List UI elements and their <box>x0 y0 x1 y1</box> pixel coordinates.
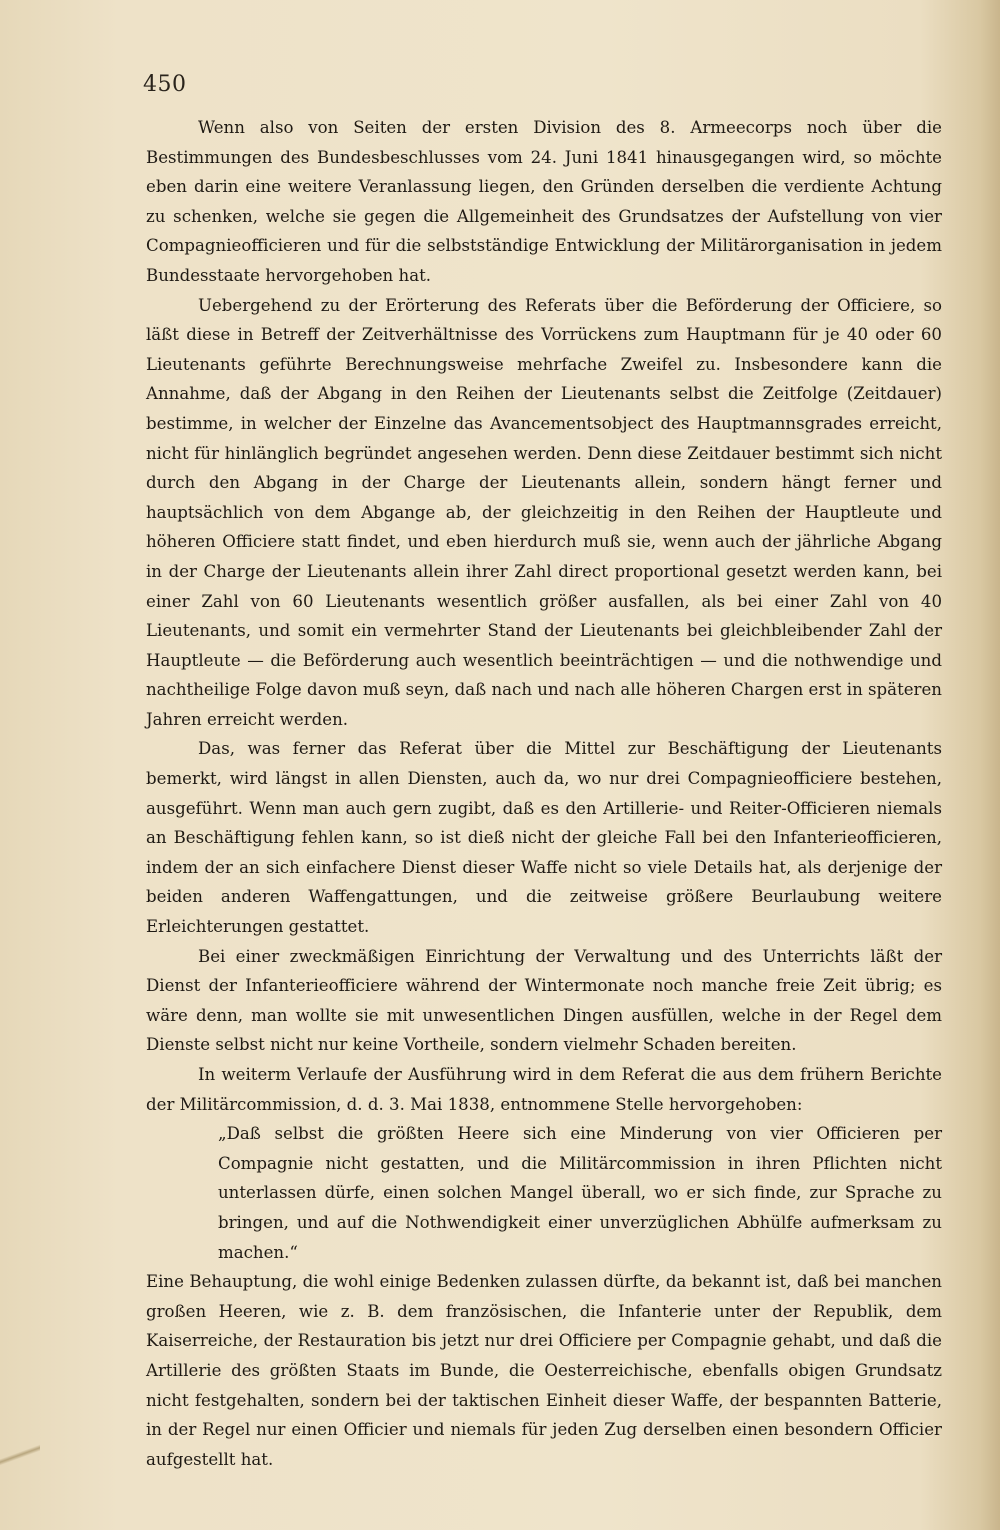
paragraph-5: In weiterm Verlaufe der Ausführung wird in dem Referat die aus dem frühern Berichte der Militärcommission, d. d. 3. Mai 1838, entnommene Stelle hervorgehoben: <box>146 1065 942 1114</box>
paragraph-3: Das, was ferner das Referat über die Mittel zur Beschäftigung der Lieutenants bemerkt, wird längst in allen Diensten, auch da, wo nur drei Compagnieofficiere bestehen, ausgeführt. Wenn man auch gern zugibt, daß es den Artillerie- und Reiter-Officieren niemals an Beschäftigung fehlen kann, so ist dieß nicht der gleiche Fall bei den Infanterieofficieren, indem der an sich einfachere Dienst dieser Waffe nicht so viele Details hat, als derjenige der beiden anderen Waffengattungen, und die zeitweise größere Beurlaubung weitere Erleichterungen gestattet. <box>146 739 942 937</box>
body-text <box>146 113 942 1474</box>
paragraph-1: Wenn also von Seiten der ersten Division des 8. Armeecorps noch über die Bestimmungen des Bundesbeschlusses vom 24. Juni 1841 hinausgegangen wird, so möchte eben darin eine weitere Veranlassung liegen, den Gründen derselben die verdiente Achtung zu schenken, welche sie gegen die Allgemeinheit des Grundsatzes der Aufstellung von vier Compagnieofficieren und für die selbstständige Entwicklung der Militärorganisation in jedem Bundesstaate hervorgehoben hat. <box>146 118 942 285</box>
paragraph-2: Uebergehend zu der Erörterung des Referats über die Beförderung der Officiere, so läßt diese in Betreff der Zeitverhältnisse des Vorrückens zum Hauptmann für je 40 oder 60 Lieutenants geführte Berechnungsweise mehrfache Zweifel zu. Insbesondere kann die Annahme, daß der Abgang in den Reihen der Lieutenants selbst die Zeitfolge (Zeitdauer) bestimme, in welcher der Einzelne das Avancementsobject des Hauptmannsgrades erreicht, nicht für hinlänglich begründet angesehen werden. Denn diese Zeitdauer bestimmt sich nicht durch den Abgang in der Charge der Lieutenants allein, sondern hängt ferner und hauptsächlich von dem Abgange ab, der gleichzeitig in den Reihen der Hauptleute und höheren Officiere statt findet, und eben hierdurch muß sie, wenn auch der jährliche Abgang in der Charge der Lieutenants allein ihrer Zahl direct proportional gesetzt werden kann, bei einer Zahl von 60 Lieutenants wesentlich größer ausfallen, als bei einer Zahl von 40 Lieutenants, und somit ein vermehrter Stand der Lieutenants bei gleichbleibender Zahl der Hauptleute — die Beförderung auch wesentlich beeinträchtigen — und die nothwendige und nachtheilige Folge davon muß seyn, daß nach und nach alle höheren Chargen erst in späteren Jahren erreicht werden. <box>146 295 942 729</box>
page-fold-shadow <box>0 1380 40 1530</box>
paragraph-4: Bei einer zweckmäßigen Einrichtung der Verwaltung und des Unterrichts läßt der Dienst der Infanterieofficiere während der Wintermonate noch manche freie Zeit übrig; es wäre denn, man wollte sie mit unwesentlichen Dingen ausfüllen, welche in der Regel dem Dienste selbst nicht nur keine Vortheile, sondern vielmehr Schaden bereiten. <box>146 946 942 1055</box>
page-number: 450 <box>143 72 187 97</box>
block-quote: „Daß selbst die größten Heere sich eine Minderung von vier Officieren per Compagnie nicht gestatten, und die Militärcommission in ihren Pflichten nicht unterlassen dürfe, einen solchen Mangel überall, wo er sich finde, zur Sprache zu bringen, und auf die Nothwendigkeit einer unverzüglichen Abhülfe aufmerksam zu machen.“ <box>218 1124 942 1262</box>
closing-paragraph: Eine Behauptung, die wohl einige Bedenken zulassen dürfte, da bekannt ist, daß bei manchen großen Heeren, wie z. B. dem französischen, die Infanterie unter der Republik, dem Kaiserreiche, der Restauration bis jetzt nur drei Officiere per Compagnie gehabt, und daß die Artillerie des größten Staats im Bunde, die Oesterreichische, ebenfalls obigen Grundsatz nicht festgehalten, sondern bei der taktischen Einheit dieser Waffe, der bespannten Batterie, in der Regel nur einen Officier und niemals für jeden Zug derselben einen besondern Officier aufgestellt hat. <box>146 1272 942 1469</box>
